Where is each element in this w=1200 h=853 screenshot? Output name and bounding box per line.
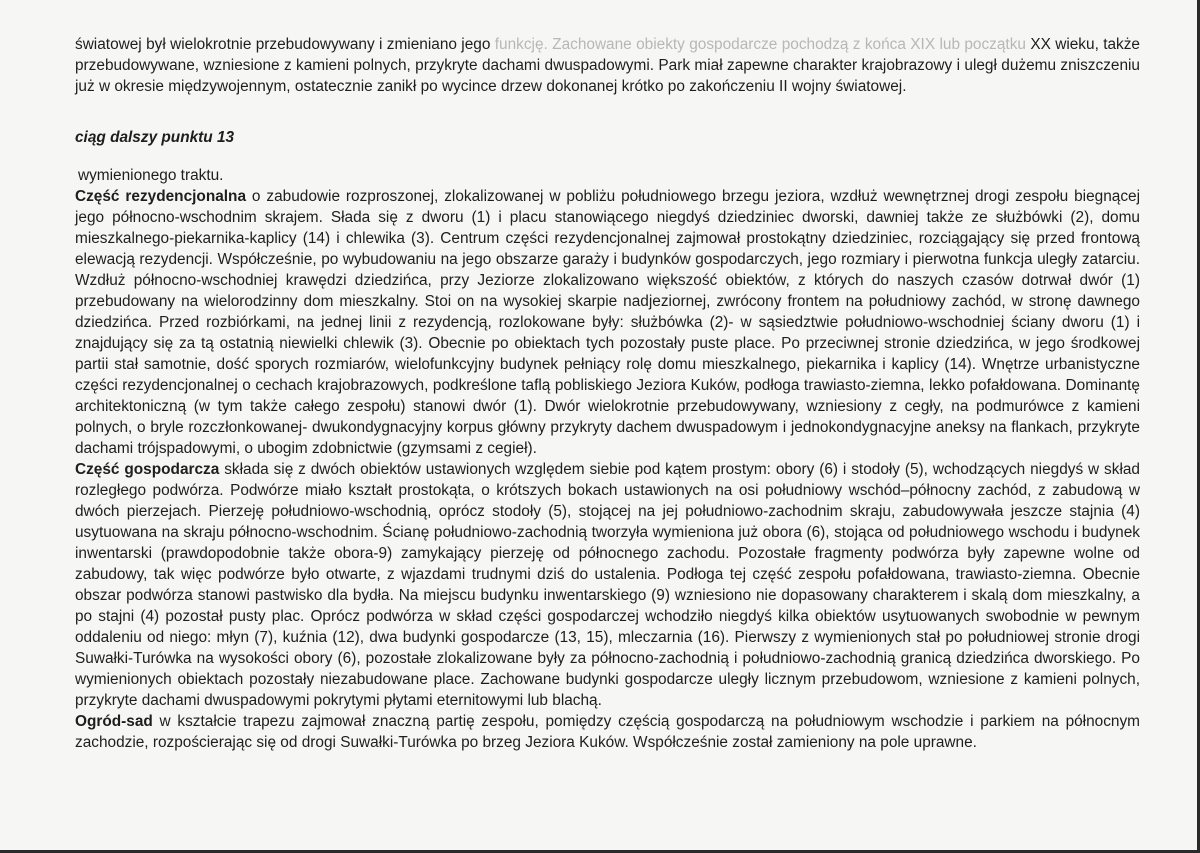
term-residential: Część rezydencjonalna [75, 188, 247, 205]
paragraph-orchard [75, 711, 1140, 753]
paragraph-orchard-text: w kształcie trapezu zajmował znaczną partię zespołu, pomiędzy częścią gospodarczą na południowym wschodzie i parkiem na północnym zachodzie, rozpościerając się od drogi Suwałki-Turówka po brzeg Jeziora Kuków. Współcześnie został zamieniony na pole uprawne. [75, 713, 1140, 751]
intro-text: światowej był wielokrotnie przebudowywany i zmieniano jego [75, 36, 495, 53]
intro-text-continued: XX wieku, także przebudowywane, wzniesione z kamieni polnych, przykryte dachami dwuspadowymi. Park miał zapewne charakter krajobrazowy i uległ dużemu zniszczeniu już w okresie międzywojennym, ostatecznie zanikł po wycince drzew dokonanej krótko po zakończeniu II wojny światowej. [75, 36, 1140, 95]
continuation-line: wymienionego traktu. [78, 167, 224, 184]
spacer [75, 148, 1140, 165]
intro-paragraph [75, 34, 1140, 97]
document-body [75, 34, 1140, 753]
paragraph-residential-text: o zabudowie rozproszonej, zlokalizowanej w pobliżu południowego brzegu jeziora, wzdłuż wewnętrznej drogi zespołu biegnącej jego północno-wschodnim skrajem. Słada się z dworu (1) i placu stanowiącego niegdyś dziedziniec dworski, dawniej także ze służbówki (2), domu mieszkalnego-piekarnika-kaplicy (14) i chlewika (3). Centrum części rezydencjonalnej zajmował prostokątny dziedziniec, rozciągający się przed frontową elewacją rezydencji. Współcześnie, po wybudowaniu na jego obszarze garaży i budynków gospodarczych, jego rozmiary i pierwotna funkcja uległy zatarciu. Wzdłuż północno-wschodniej krawędzi dziedzińca, przy Jeziorze zlokalizowano większość obiektów, z których do naszych czasów dotrwał dwór (1) przebudowany na wielorodzinny dom mieszkalny. Stoi on na wysokiej skarpie nadjeziornej, zwrócony frontem na południowy zachód, w stronę dawnego dziedzińca. Przed rozbiórkami, na jednej linii z rezydencją, rozlokowane były: służbówka (2)- w sąsiedztwie południowo-wschodniej ściany dworu (1) i znajdujący się za tą ostatnią niewielki chlewik (3). Obecnie po obiektach tych pozostały puste place. Po przeciwnej stronie dziedzińca, w jego środkowej partii stał samotnie, dość sporych rozmiarów, wielofunkcyjny budynek pełniący rolę domu mieszkalnego, piekarnika i kaplicy (14). Wnętrze urbanistyczne części rezydencjonalnej o cechach krajobrazowych, podkreślone taflą pobliskiego Jeziora Kuków, podłoga trawiasto-ziemna, lekko pofałdowana. Dominantę architektoniczną (w tym także całego zespołu) stanowi dwór (1). Dwór wielokrotnie przebudowywany, wzniesiony z cegły, na podmurówce z kamieni polnych, o bryle rozczłonkowanej- dwukondygnacyjny korpus główny przykryty dachem dwuspadowym i jednokondygnacyjne aneksy na flankach, przykryte dachami trójspadowymi, o ubogim zdobnictwie (gzymsami z cegieł). [75, 188, 1140, 457]
paragraph-residential [75, 186, 1140, 459]
paragraph-farm [75, 459, 1140, 711]
paragraph-farm-text: składa się z dwóch obiektów ustawionych względem siebie pod kątem prostym: obory (6) i stodoły (5), wchodzących niegdyś w skład rozległego podwórza. Podwórze miało kształt prostokąta, o krótszych bokach ustawionych na osi południowy wschód–północny zachód, z zabudową w dwóch pierzejach. Pierzeję południowo-wschodnią, oprócz stodoły (5), stojącej na jej południowo-zachodnim skraju, zabudowywała jeszcze stajnia (4) usytuowana na skraju północno-wschodnim. Ścianę południowo-zachodnią tworzyła wymieniona już obora (6), stojąca od południowego wschodu i budynek inwentarski (prawdopodobnie także obora-9) zamykający pierzeję od północnego zachodu. Pozostałe fragmenty podwórza były zapewne wolne od zabudowy, tak więc podwórze było otwarte, z wjazdami trudnymi dziś do ustalenia. Podłoga tej część zespołu pofałdowana, trawiasto-ziemna. Obecnie obszar podwórza stanowi pastwisko dla bydła. Na miejscu budynku inwentarskiego (9) wzniesiono nie dopasowany charakterem i skalą dom mieszkalny, a po stajni (4) pozostał pusty plac. Oprócz podwórza w skład części gospodarczej wchodziło niegdyś kilka obiektów usytuowanych swobodnie w pewnym oddaleniu od niego: młyn (7), kuźnia (12), dwa budynki gospodarcze (13, 15), mleczarnia (16). Pierwszy z wymienionych stał po południowej stronie drogi Suwałki-Turówka na wysokości obory (6), pozostałe zlokalizowane były za północno-zachodnią i południowo-zachodnią granicą dziedzińca dworskiego. Po wymienionych obiektach pozostały niezabudowane place. Zachowane budynki gospodarcze uległy licznym przebudowom, wzniesione z kamieni polnych, przykryte dachami dwuspadowymi pokrytymi płytami eternitowymi lub blachą. [75, 461, 1140, 709]
term-orchard: Ogród-sad [75, 713, 153, 730]
section-heading: ciąg dalszy punktu 13 [75, 129, 235, 146]
term-farm: Część gospodarcza [75, 461, 220, 478]
intro-faded-text: funkcję. Zachowane obiekty gospodarcze pochodzą z końca XIX lub początku [494, 36, 1026, 53]
spacer [75, 97, 1140, 127]
